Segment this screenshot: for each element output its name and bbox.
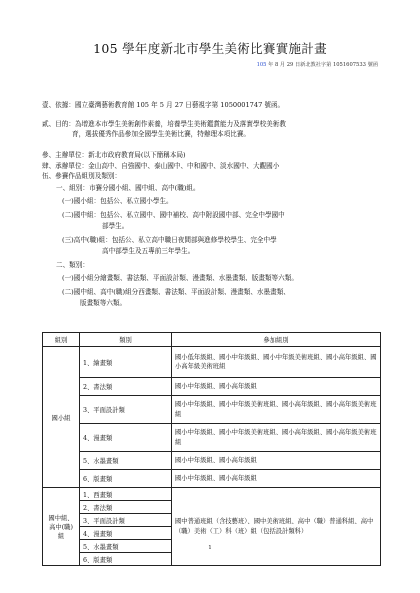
section-basis: 壹、依據：國立臺灣藝術教育館 105 年 5 月 27 日藝視字第 1050001747 號函。 [42, 101, 285, 109]
category-cell: 1、西畫類 [80, 488, 172, 501]
categories-secondary-line2: 版畫類等六類。 [80, 299, 127, 307]
category-cell: 5、水墨畫類 [80, 452, 172, 470]
group-cell-secondary [43, 488, 80, 566]
category-cell: 6、版畫類 [80, 553, 172, 566]
table-header-row [43, 333, 381, 347]
group-primary: (一)國小組：包括公、私立國小學生。 [62, 197, 173, 205]
category-table [42, 332, 381, 566]
document-number-year: 105 [256, 62, 267, 68]
group-label-line2: 高中(職) [49, 524, 73, 531]
table-row [43, 452, 381, 470]
divisions-cell: 國小中年級組、國小高年級組 [172, 470, 381, 488]
categories-secondary-line1: (二)國中組、高中(職)組分西畫類、書法類、平面設計類、漫畫類、水墨畫類、 [62, 288, 290, 296]
table-row [43, 347, 381, 378]
table-row [43, 470, 381, 488]
group-label-line3: 組 [57, 533, 65, 540]
category-cell: 1、繪畫類 [80, 347, 172, 378]
categories-heading: 二、類別： [56, 261, 89, 269]
divisions-cell-secondary: 國中普通班組（含技藝班）、國中美術班組、高中（職）普通科組、高中（職）美術（工）科（班）組（包括設計類科） [172, 488, 381, 566]
document-title: 105 學年度新北市學生美術比賽實施計畫 [93, 41, 327, 56]
group-senior-line1: (三)高中(職)組：包括公、私立高中職日夜間部與進修學校學生、完全中學 [62, 236, 277, 244]
divisions-cell: 國小中年級組、國小中年級美術班組、國小高年級組、國小高年級美術班組 [172, 424, 381, 452]
table-row [43, 378, 381, 396]
group-junior-line2: 部學生。 [102, 222, 129, 230]
header-group: 組別 [43, 333, 80, 347]
table-row [43, 396, 381, 424]
page-number: 1 [208, 545, 212, 551]
group-junior-line1: (二)國中組：包括公、私立國中、國中補校、高中附設國中部、完全中學國中 [62, 211, 285, 219]
document-number [257, 61, 378, 68]
section-purpose-line1: 貳、目的：為增進本市學生美術創作素養，培養學生美術鑑賞能力及落實學校美術教 [42, 120, 286, 128]
header-divisions: 參加組別 [172, 333, 381, 347]
group-label-line1: 國中組、 [48, 515, 74, 522]
category-cell: 5、水墨畫類 [80, 540, 172, 553]
groups-heading: 一、組別：市賽分國小組、國中組、高中(職)組。 [56, 184, 200, 192]
category-cell: 2、書法類 [80, 501, 172, 514]
table-row [43, 488, 381, 501]
category-cell: 3、平面設計類 [80, 396, 172, 424]
header-category: 類別 [80, 333, 172, 347]
document-number-text: 年 8 月 29 日新北教社字第 1051607533 號函 [268, 62, 378, 68]
categories-primary: (一)國小組分繪畫類、書法類、平面設計類、漫畫類、水墨畫類、版畫類等六類。 [62, 274, 298, 282]
category-cell: 4、漫畫類 [80, 527, 172, 540]
section-purpose-line2: 育，選拔優秀作品參加全國學生美術比賽，特辦理本項比賽。 [72, 130, 251, 138]
group-senior-line2: 高中部學生及五專前三年學生。 [102, 247, 195, 255]
divisions-cell: 國小中年級組、國小高年級組 [172, 378, 381, 396]
divisions-cell: 國小低年級組、國小中年級組、國小中年級美術班組、國小高年級組、國小高年級美術班組 [172, 347, 381, 378]
group-cell-primary: 國小組 [43, 347, 80, 488]
table-row [43, 424, 381, 452]
divisions-cell: 國小中年級組、國小中年級美術班組、國小高年級組、國小高年級美術班組 [172, 396, 381, 424]
section-co-organizer: 肆、承辦單位：金山高中、自強國中、泰山國中、中和國中、淡水國中、大觀國小 [42, 162, 280, 170]
section-organizer: 參、主辦單位：新北市政府教育局(以下簡稱本局) [42, 151, 186, 159]
category-cell: 3、平面設計類 [80, 514, 172, 527]
divisions-cell: 國小中年級組、國小高年級組 [172, 452, 381, 470]
category-cell: 6、版畫類 [80, 470, 172, 488]
section-categories-heading: 伍、參賽作品組別及類別： [42, 172, 122, 180]
category-cell: 2、書法類 [80, 378, 172, 396]
category-cell: 4、漫畫類 [80, 424, 172, 452]
